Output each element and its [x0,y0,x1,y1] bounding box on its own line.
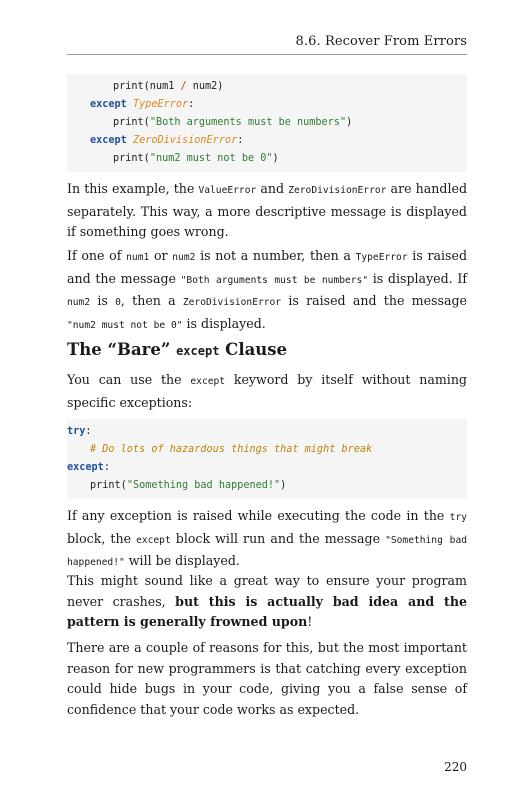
code-keyword: except [90,135,127,146]
text-run: In this example, the [67,181,199,196]
code-line [67,114,467,132]
inline-code: num1 [126,252,150,263]
code-operator: / [180,81,187,92]
paragraph-error-explanation [67,246,467,336]
text-run: This might sound like a great way to ensure your program never crashes, [67,573,467,609]
text-run: is displayed. [182,315,266,331]
code-token: ) [272,153,279,164]
code-string: "num2 must not be 0" [149,153,273,164]
code-line [67,423,467,441]
code-keyword: except [90,99,127,110]
text-run: and [256,181,289,196]
text-run: is not a number, then a [195,248,356,263]
paragraph-separate-handling [67,179,467,243]
inline-code: ZeroDivisionError [182,297,282,308]
inline-code: "Both arguments must be numbers" [180,274,369,286]
paragraph-reasons [67,638,467,720]
code-token: : [188,99,195,110]
code-line [67,459,467,477]
text-run: If one of [67,248,127,263]
section-title [67,340,287,359]
code-token: num2) [186,81,224,92]
text-run: , then a [120,293,183,308]
inline-code: ValueError [198,185,257,196]
code-token: print( [113,117,150,128]
page-number: 220 [444,760,467,774]
inline-code: try [449,512,467,523]
text-run: is [90,293,116,308]
inline-code: TypeError [355,252,408,263]
inline-code: num2 [67,297,91,308]
section-heading-label: 8.6. Recover From Errors [295,34,467,49]
code-line [67,150,467,168]
text-run: will be displayed. [124,553,240,568]
text-run: block will run and the message [170,530,386,546]
code-token: print( [113,153,150,164]
text-run: If any exception is raised while executing the code in the [67,508,450,523]
code-line [67,477,467,495]
code-line [67,78,467,96]
section-title-text: The “Bare” [67,340,177,359]
code-block-except-clauses [67,74,467,172]
inline-code: ZeroDivisionError [288,185,387,196]
inline-code: "Something bad happened!" [67,534,467,568]
text-run: You can use the [67,372,191,387]
section-title-code: except [176,344,220,358]
running-header [67,34,467,55]
inline-code: except [136,534,171,546]
inline-code: except [190,376,226,387]
code-token: : [103,462,110,473]
text-run: is raised and the message [67,248,468,286]
code-string: "Something bad happened!" [126,480,281,491]
paragraph-bare-except-intro [67,370,467,413]
code-line [67,132,467,150]
inline-code: "num2 must not be 0" [67,319,183,331]
section-title-text: Clause [219,340,288,359]
code-token: print( [90,480,127,491]
text-run: are handled separately. This way, a more descriptive message is displayed if something goes wrong. [67,181,468,239]
text-run: There are a couple of reasons for this, but the most important reason for new programmers is that catching every exception could hide bugs in your code, giving you a false sense of confidence that your code works as expected. [67,640,467,717]
code-line [67,441,467,459]
code-keyword: except [67,462,104,473]
code-token: print(num1 [113,81,181,92]
bold-warning-text: but this is actually bad idea and the pattern is generally frowned upon [67,593,467,629]
text-run: ! [307,614,313,629]
paragraph-bare-except-behavior [67,506,467,574]
text-run: block, the [67,530,137,546]
code-exception-name: ZeroDivisionError [132,135,238,146]
code-token: ) [346,117,353,128]
code-block-bare-except [67,419,467,499]
text-run: is displayed. If [368,270,467,286]
paragraph-warning [67,571,467,633]
code-comment: # Do lots of hazardous things that might break [90,444,373,455]
code-string: "Both arguments must be numbers" [149,117,347,128]
inline-code: 0 [115,297,121,308]
text-run: keyword by itself without naming specific exceptions: [67,372,467,410]
code-line [67,96,467,114]
code-token: ) [280,480,287,491]
text-run: is raised and the message [281,293,468,308]
inline-code: num2 [172,252,196,263]
code-exception-name: TypeError [132,99,189,110]
code-keyword: try [67,426,86,437]
code-token: : [237,135,244,146]
code-token: : [85,426,92,437]
text-run: or [149,248,173,263]
